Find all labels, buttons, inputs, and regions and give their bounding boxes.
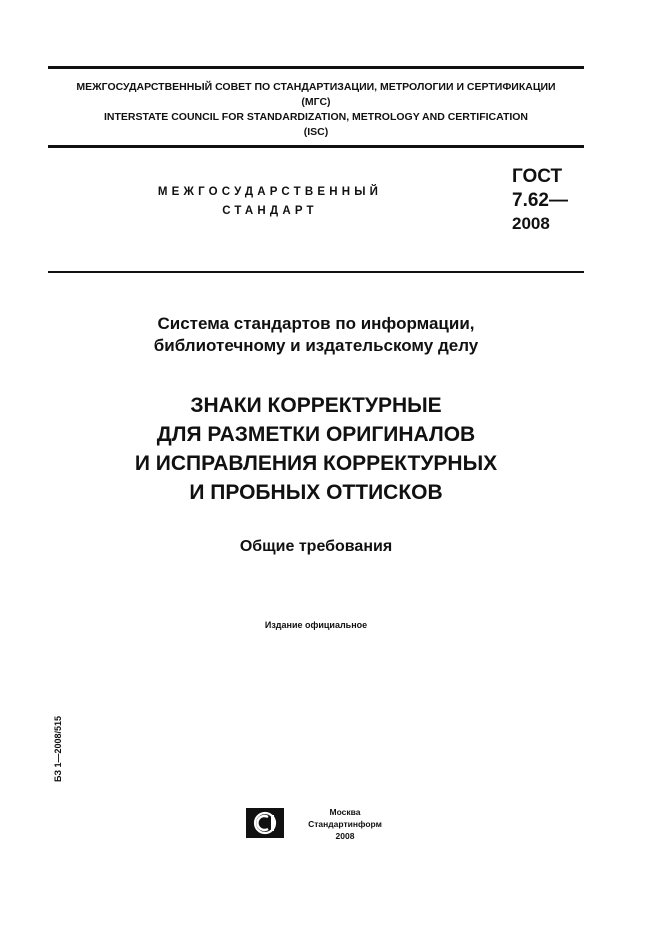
header-rule-bottom [48,145,584,148]
series-line1: Система стандартов по информации, [157,314,475,333]
standartinform-logo-icon [246,808,284,838]
standard-type-line2: СТАНДАРТ [222,205,318,217]
subtitle: Общие требования [239,538,393,555]
publisher-block [290,806,400,842]
gost-number: 7.62— [512,190,568,211]
council-name-en: INTERSTATE COUNCIL FOR STANDARDIZATION, METROLOGY AND CERTIFICATION [103,111,529,123]
designation-rule [48,271,584,273]
publisher-city: Москва [329,807,361,817]
series-line2: библиотечному и издательскому делу [153,336,479,355]
title-line4: И ПРОБНЫХ ОТТИСКОВ [189,481,443,504]
council-name-ru: МЕЖГОСУДАРСТВЕННЫЙ СОВЕТ ПО СТАНДАРТИЗАЦИИ, МЕТРОЛОГИИ И СЕРТИФИКАЦИИ [76,81,556,93]
publisher-name: Стандартинформ [308,819,382,829]
side-code: БЗ 1—2008/515 [53,715,63,782]
gost-prefix: ГОСТ [512,166,563,187]
council-abbr-ru: (МГС) [301,96,331,108]
council-abbr-en: (ISC) [303,126,329,138]
publisher-year: 2008 [335,831,355,841]
edition-note: Издание официальное [264,620,368,630]
standard-type-line1: МЕЖГОСУДАРСТВЕННЫЙ [157,186,383,198]
title-line3: И ИСПРАВЛЕНИЯ КОРРЕКТУРНЫХ [134,452,498,475]
title-line2: ДЛЯ РАЗМЕТКИ ОРИГИНАЛОВ [156,423,476,446]
title-line1: ЗНАКИ КОРРЕКТУРНЫЕ [190,394,442,417]
top-rule-thick [48,66,584,69]
gost-year: 2008 [512,214,550,233]
